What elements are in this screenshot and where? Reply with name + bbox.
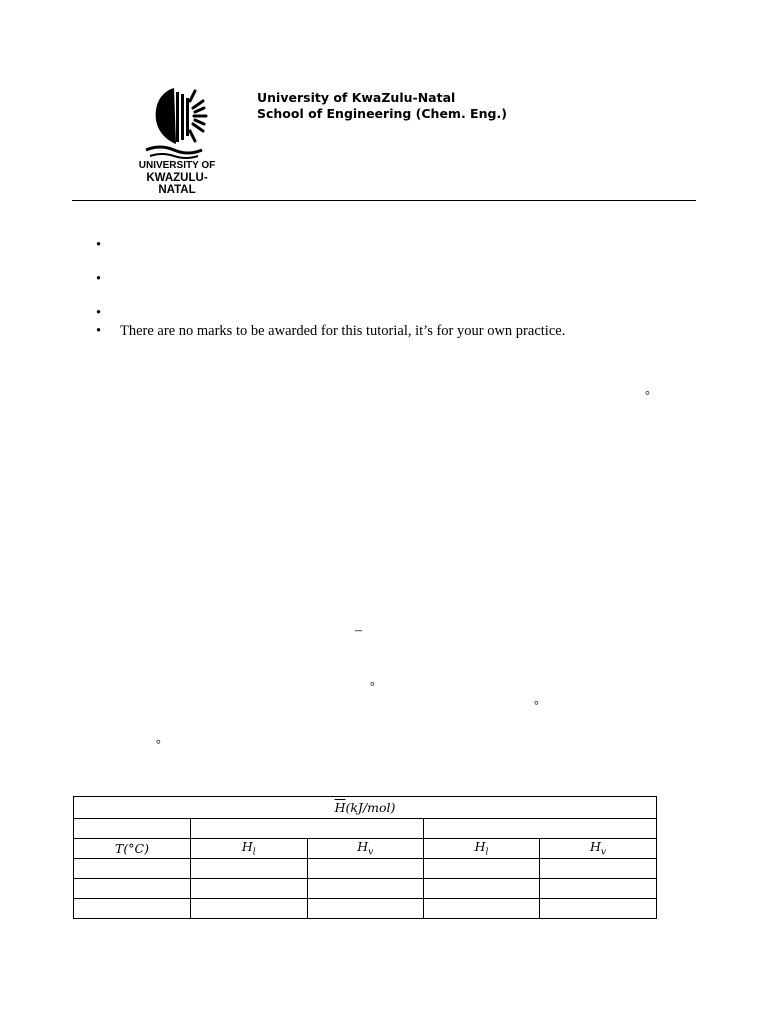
logo-line2: KWAZULU-NATAL <box>146 172 208 196</box>
temperature-header: T(°C) <box>74 839 191 859</box>
table-cell <box>307 859 424 879</box>
bullet-marker: • <box>96 271 102 287</box>
header-divider <box>72 200 696 201</box>
university-name: University of KwaZulu-Natal <box>257 90 456 105</box>
table-title-row <box>74 797 657 819</box>
vapor-enthalpy-header: $\overline{H}_v$ <box>540 839 657 859</box>
dash-mark: – <box>355 623 362 638</box>
enthalpy-units: (kJ/mol) <box>345 800 396 815</box>
enthalpy-symbol: $\overline{H}$ <box>334 800 346 815</box>
table-cell <box>424 899 540 919</box>
table-cell <box>307 899 424 919</box>
degree-mark: ° <box>370 679 375 693</box>
logo-wordmark <box>132 160 222 196</box>
table-cell <box>540 899 657 919</box>
bullet-marker: • <box>96 323 102 339</box>
table-header-row <box>74 839 657 859</box>
table-cell <box>540 879 657 899</box>
table-row <box>74 859 657 879</box>
table-cell <box>191 859 308 879</box>
school-name: School of Engineering (Chem. Eng.) <box>257 106 507 121</box>
table-cell <box>191 819 424 839</box>
table-cell <box>540 859 657 879</box>
degree-mark: ° <box>645 388 650 402</box>
table-cell <box>424 879 540 899</box>
bullet-marker: • <box>96 237 102 253</box>
logo-line1: UNIVERSITY OF <box>138 160 216 171</box>
table-cell <box>74 819 191 839</box>
liquid-enthalpy-header: $\overline{H}_l$ <box>424 839 540 859</box>
degree-mark: ° <box>156 737 161 751</box>
table-cell <box>424 859 540 879</box>
bullet-text: There are no marks to be awarded for this tutorial, it’s for your own practice. <box>120 323 566 339</box>
table-cell <box>74 879 191 899</box>
table-cell <box>307 879 424 899</box>
table-cell <box>191 879 308 899</box>
table-cell <box>191 899 308 919</box>
bullet-marker: • <box>96 305 102 321</box>
table-row <box>74 879 657 899</box>
vapor-enthalpy-header: $\overline{H}_v$ <box>307 839 424 859</box>
table-row <box>74 899 657 919</box>
enthalpy-table <box>73 796 657 919</box>
table-cell <box>74 899 191 919</box>
degree-mark: ° <box>534 698 539 712</box>
liquid-enthalpy-header: $\overline{H}_l$ <box>191 839 308 859</box>
table-cell <box>424 819 657 839</box>
header-titles <box>257 90 507 122</box>
table-row <box>74 819 657 839</box>
table-title-cell <box>74 797 657 819</box>
table-cell <box>74 859 191 879</box>
